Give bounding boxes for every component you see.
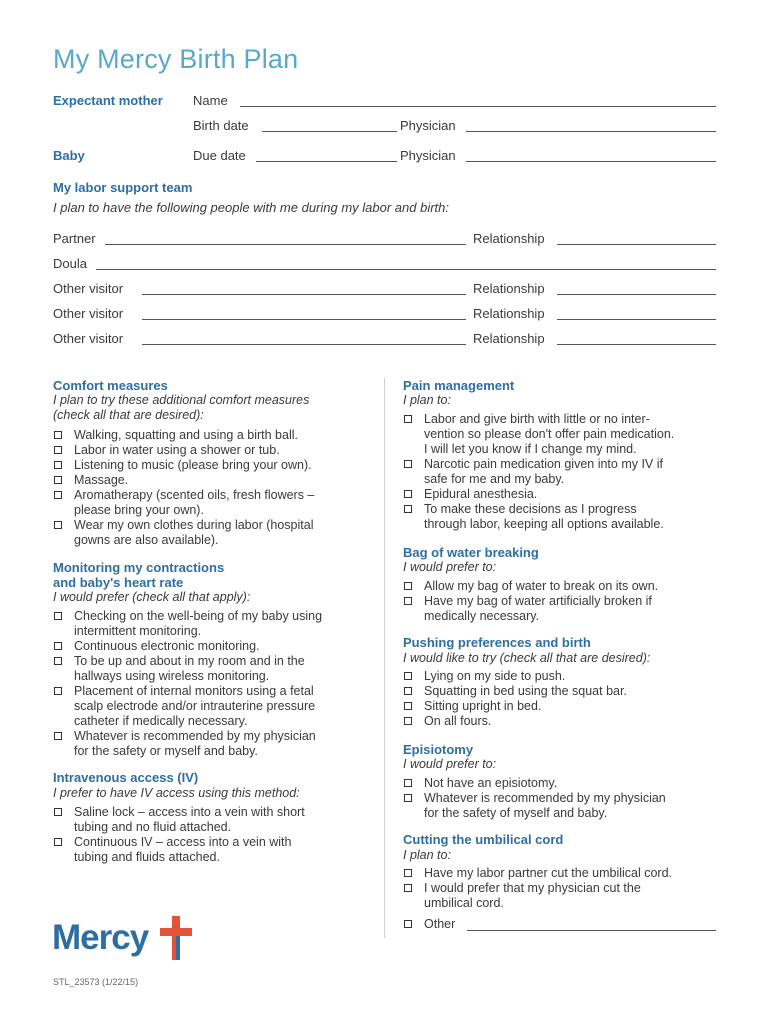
iv-intro: I prefer to have IV access using this method: [53,786,300,800]
option-text: catheter if medically necessary. [74,714,248,728]
birth-date-field[interactable] [262,131,397,132]
checkbox-option [403,866,728,881]
visitor-1-relationship-field[interactable] [557,294,716,295]
option-text: safe for me and my baby. [424,472,565,486]
checkbox[interactable] [54,521,62,529]
episiotomy-options-list [403,776,728,821]
checkbox-option [403,412,728,457]
option-text: intermittent monitoring. [74,624,202,638]
checkbox[interactable] [54,476,62,484]
checkbox-option [403,776,728,791]
checkbox-option [403,579,728,594]
baby-label: Baby [53,148,85,163]
option-text: Saline lock – access into a vein with short [74,805,305,819]
checkbox[interactable] [404,702,412,710]
checkbox-option [403,714,728,729]
option-text: Sitting upright in bed. [424,699,542,713]
cord-other-field[interactable] [467,930,716,931]
option-text: I will let you know if I change my mind. [424,442,637,456]
option-text: Whatever is recommended by my physician [74,729,316,743]
checkbox-option [53,835,378,865]
option-text: Labor in water using a shower or tub. [74,443,280,457]
checkbox-option [53,488,378,518]
checkbox-option [403,881,728,911]
birth-date-label: Birth date [193,118,249,133]
option-text: Continuous electronic monitoring. [74,639,260,653]
other-visitor-1-label: Other visitor [53,281,124,296]
option-text: Continuous IV – access into a vein with [74,835,292,849]
partner-relationship-field[interactable] [557,244,716,245]
name-label: Name [193,93,228,108]
pain-intro: I plan to: [403,393,451,407]
checkbox-option [403,457,728,487]
baby-physician-field[interactable] [466,161,716,162]
due-date-field[interactable] [256,161,397,162]
mercy-cross-icon [160,916,192,960]
labor-team-heading: My labor support team [53,180,193,195]
checkbox-option [53,684,378,729]
checkbox-option [53,473,378,488]
option-text: Have my bag of water artificially broken if [424,594,652,608]
option-text: for the safety of myself and baby. [424,806,608,820]
checkbox[interactable] [404,505,412,513]
option-text: Aromatherapy (scented oils, fresh flowers – [74,488,315,502]
cord-options-list [403,866,728,911]
checkbox[interactable] [54,446,62,454]
mercy-logo-text: Mercy [52,918,149,957]
monitoring-options-list [53,609,378,759]
checkbox-option [53,518,378,548]
visitor-3-relationship-field[interactable] [557,344,716,345]
checkbox[interactable] [404,460,412,468]
partner-field[interactable] [105,244,466,245]
baby-physician-label: Physician [400,148,456,163]
visitor-1-relationship-label: Relationship [473,281,545,296]
cord-other-option [403,917,718,933]
option-text: umbilical cord. [424,896,504,910]
option-text: tubing and fluids attached. [74,850,220,864]
checkbox[interactable] [54,657,62,665]
expectant-mother-label: Expectant mother [53,93,163,108]
due-date-label: Due date [193,148,246,163]
checkbox-option [53,654,378,684]
checkbox-option [403,669,728,684]
other-visitor-1-field[interactable] [142,294,466,295]
checkbox[interactable] [54,732,62,740]
other-visitor-2-field[interactable] [142,319,466,320]
checkbox-option [53,443,378,458]
checkbox[interactable] [404,490,412,498]
pushing-options-list [403,669,728,729]
doula-label: Doula [53,256,87,271]
checkbox-option [403,487,728,502]
checkbox[interactable] [54,491,62,499]
checkbox[interactable] [404,415,412,423]
partner-relationship-label: Relationship [473,231,545,246]
physician-field[interactable] [466,131,716,132]
water-options-list [403,579,728,624]
option-text: through labor, keeping all options available. [424,517,664,531]
option-text: Whatever is recommended by my physician [424,791,666,805]
comfort-intro-2: (check all that are desired): [53,408,204,422]
option-text: please bring your own). [74,503,204,517]
page-title: My Mercy Birth Plan [53,44,299,74]
pain-options-list [403,412,728,532]
checkbox-option [53,805,378,835]
checkbox[interactable] [404,884,412,892]
monitoring-heading-1: Monitoring my contractions [53,560,225,575]
option-text: To make these decisions as I progress [424,502,637,516]
option-text: medically necessary. [424,609,540,623]
option-text: Epidural anesthesia. [424,487,538,501]
option-text: for the safety or myself and baby. [74,744,258,758]
option-text: Checking on the well-being of my baby using [74,609,323,623]
pushing-heading: Pushing preferences and birth [403,635,591,650]
visitor-3-relationship-label: Relationship [473,331,545,346]
checkbox-option [403,594,728,624]
visitor-2-relationship-field[interactable] [557,319,716,320]
option-text: Narcotic pain medication given into my IV if [424,457,663,471]
option-text: Walking, squatting and using a birth ball. [74,428,298,442]
option-text: I would prefer that my physician cut the [424,881,641,895]
checkbox[interactable] [54,838,62,846]
checkbox[interactable] [54,431,62,439]
option-text: Massage. [74,473,129,487]
option-text: Have my labor partner cut the umbilical cord. [424,866,673,880]
episiotomy-heading: Episiotomy [403,742,474,757]
option-text: Allow my bag of water to break on its own. [424,579,659,593]
checkbox-option [403,502,728,532]
labor-team-intro: I plan to have the following people with me during my labor and birth: [53,200,450,215]
monitoring-intro: I would prefer (check all that apply): [53,590,251,604]
monitoring-heading-2: and baby's heart rate [53,575,184,590]
iv-options-list [53,805,378,865]
checkbox[interactable] [404,794,412,802]
name-field[interactable] [240,106,716,107]
doula-field[interactable] [96,269,716,270]
form-code: STL_23573 (1/22/15) [53,977,139,987]
checkbox[interactable] [54,808,62,816]
checkbox[interactable] [404,672,412,680]
checkbox[interactable] [404,717,412,725]
comfort-options-list [53,428,378,548]
cord-other-label: Other [424,917,456,931]
checkbox-option [53,639,378,654]
other-visitor-3-label: Other visitor [53,331,124,346]
option-text: scalp electrode and/or intrauterine pressure [74,699,316,713]
cord-other-checkbox[interactable] [404,920,412,928]
cord-heading: Cutting the umbilical cord [403,832,564,847]
water-intro: I would prefer to: [403,560,497,574]
checkbox-option [53,729,378,759]
visitor-2-relationship-label: Relationship [473,306,545,321]
cord-intro: I plan to: [403,848,451,862]
other-visitor-2-label: Other visitor [53,306,124,321]
checkbox-option [53,458,378,473]
checkbox-option [53,609,378,639]
checkbox[interactable] [54,642,62,650]
comfort-heading: Comfort measures [53,378,168,393]
option-text: vention so please don't offer pain medication. [424,427,675,441]
option-text: Listening to music (please bring your own). [74,458,312,472]
checkbox[interactable] [54,687,62,695]
pain-heading: Pain management [403,378,515,393]
partner-label: Partner [53,231,96,246]
option-text: Lying on my side to push. [424,669,566,683]
water-heading: Bag of water breaking [403,545,539,560]
mercy-logo [52,918,148,958]
option-text: Wear my own clothes during labor (hospital [74,518,314,532]
checkbox[interactable] [404,597,412,605]
pushing-intro: I would like to try (check all that are desired): [403,651,651,665]
checkbox[interactable] [404,869,412,877]
physician-label: Physician [400,118,456,133]
checkbox[interactable] [54,612,62,620]
iv-heading: Intravenous access (IV) [53,770,199,785]
checkbox-option [403,699,728,714]
option-text: Labor and give birth with little or no inter- [424,412,650,426]
checkbox-option [403,791,728,821]
checkbox-option [53,428,378,443]
column-divider [384,378,385,938]
checkbox[interactable] [54,461,62,469]
checkbox-option [403,684,728,699]
option-text: To be up and about in my room and in the [74,654,305,668]
checkbox[interactable] [404,582,412,590]
option-text: Squatting in bed using the squat bar. [424,684,627,698]
option-text: Placement of internal monitors using a fetal [74,684,314,698]
option-text: hallways using wireless monitoring. [74,669,270,683]
option-text: On all fours. [424,714,492,728]
checkbox[interactable] [404,687,412,695]
option-text: Not have an episiotomy. [424,776,558,790]
option-text: gowns are also available). [74,533,219,547]
comfort-intro-1: I plan to try these additional comfort measures [53,393,310,407]
checkbox[interactable] [404,779,412,787]
episiotomy-intro: I would prefer to: [403,757,497,771]
option-text: tubing and no fluid attached. [74,820,232,834]
other-visitor-3-field[interactable] [142,344,466,345]
